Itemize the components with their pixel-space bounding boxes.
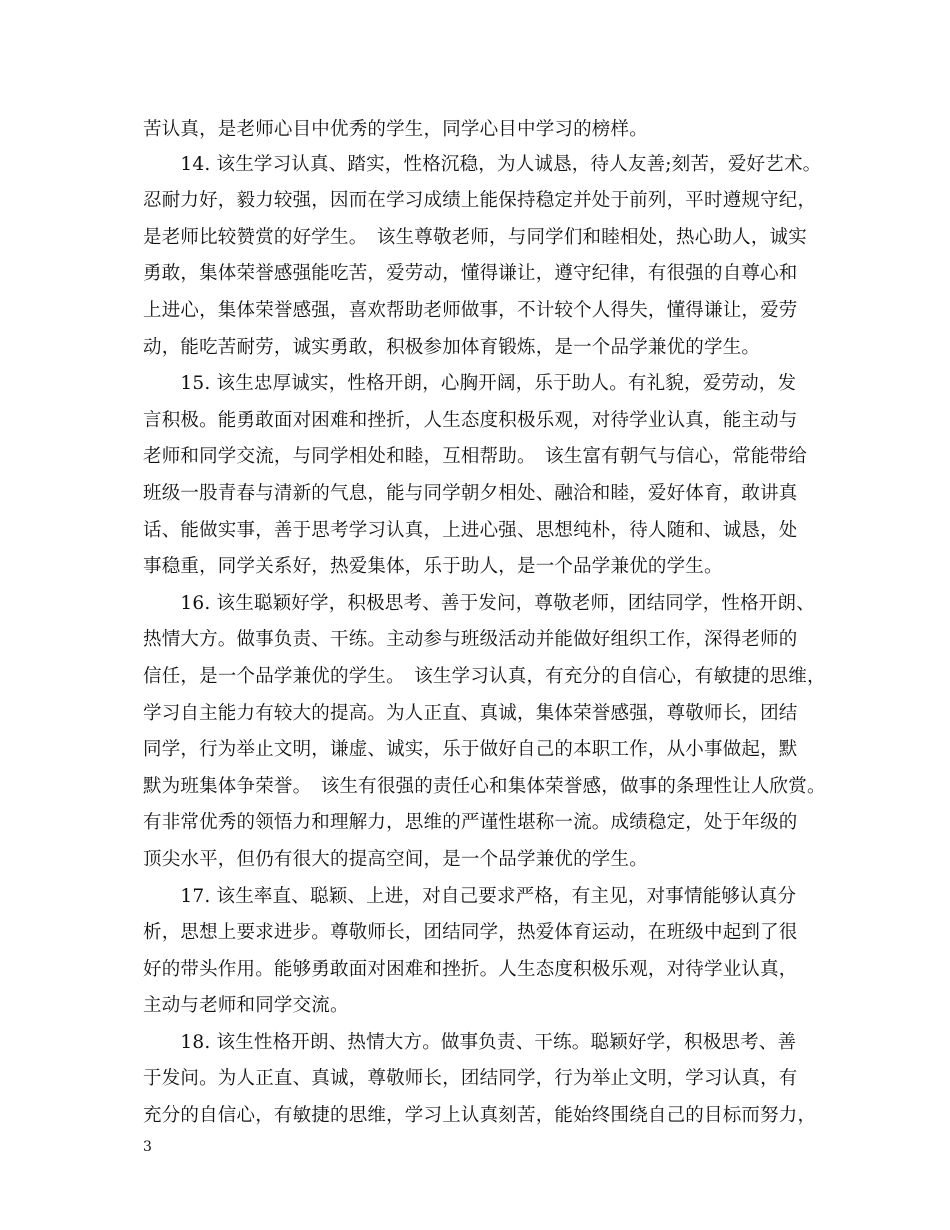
text-line: 15. 该生忠厚诚实，性格开朗，心胸开阔，乐于助人。有礼貌，爱劳动，发 <box>143 373 797 394</box>
text-line: 话、能做实事，善于思考学习认真，上进心强、思想纯朴，待人随和、诚恳，处 <box>143 520 798 541</box>
text-line: 苦认真，是老师心目中优秀的学生，同学心目中学习的榜样。 <box>143 119 648 140</box>
text-line: 上进心，集体荣誉感强，喜欢帮助老师做事，不计较个人得失，懂得谦让，爱劳 <box>143 300 798 321</box>
text-line: 默为班集体争荣誉。 该生有很强的责任心和集体荣誉感，做事的条理性让人欣赏。 <box>143 776 826 797</box>
text-line: 16. 该生聪颖好学，积极思考、善于发问，尊敬老师，团结同学，性格开朗、 <box>143 593 815 614</box>
text-line: 动，能吃苦耐劳，诚实勇敢，积极参加体育锻炼，是一个品学兼优的学生。 <box>143 337 761 358</box>
text-line: 信任，是一个品学兼优的学生。 该生学习认真，有充分的自信心，有敏捷的思维， <box>143 666 826 687</box>
text-line: 析，思想上要求进步。尊敬师长，团结同学，热爱体育运动，在班级中起到了很 <box>143 922 798 943</box>
text-line: 学习自主能力有较大的提高。为人正直、真诚，集体荣誉感强，尊敬师长，团结 <box>143 703 798 724</box>
text-line: 18. 该生性格开朗、热情大方。做事负责、干练。聪颖好学，积极思考、善 <box>143 1032 797 1053</box>
text-line: 主动与老师和同学交流。 <box>143 995 349 1016</box>
text-line: 班级一股青春与清新的气息，能与同学朝夕相处、融洽和睦，爱好体育，敢讲真 <box>143 483 798 504</box>
text-line: 顶尖水平，但仍有很大的提高空间，是一个品学兼优的学生。 <box>143 849 648 870</box>
text-line: 忍耐力好，毅力较强，因而在学习成绩上能保持稳定并处于前列，平时遵规守纪， <box>143 190 817 211</box>
text-line: 勇敢，集体荣誉感强能吃苦，爱劳动，懂得谦让，遵守纪律，有很强的自尊心和 <box>143 263 798 284</box>
text-line: 好的带头作用。能够勇敢面对困难和挫折。人生态度积极乐观，对待学业认真， <box>143 959 798 980</box>
text-line: 言积极。能勇敢面对困难和挫折，人生态度积极乐观，对待学业认真，能主动与 <box>143 410 798 431</box>
text-line: 14. 该生学习认真、踏实，性格沉稳，为人诚恳，待人友善;刻苦，爱好艺术。 <box>143 154 822 175</box>
text-line: 事稳重，同学关系好，热爱集体，乐于助人，是一个品学兼优的学生。 <box>143 556 723 577</box>
text-line: 同学，行为举止文明，谦虚、诚实，乐于做好自己的本职工作，从小事做起，默 <box>143 739 798 760</box>
text-line: 是老师比较赞赏的好学生。 该生尊敬老师，与同学们和睦相处，热心助人，诚实 <box>143 227 807 248</box>
text-line: 热情大方。做事负责、干练。主动参与班级活动并能做好组织工作，深得老师的 <box>143 629 798 650</box>
text-line: 17. 该生率直、聪颖、上进，对自己要求严格，有主见，对事情能够认真分 <box>143 886 797 907</box>
text-line: 有非常优秀的领悟力和理解力，思维的严谨性堪称一流。成绩稳定，处于年级的 <box>143 812 798 833</box>
page-number: 3 <box>143 1139 152 1155</box>
text-line: 于发问。为人正直、真诚，尊敬师长，团结同学，行为举止文明，学习认真，有 <box>143 1068 798 1089</box>
text-line: 老师和同学交流，与同学相处和睦，互相帮助。 该生富有朝气与信心，常能带给 <box>143 446 807 467</box>
text-line: 充分的自信心，有敏捷的思维，学习上认真刻苦，能始终围绕自己的目标而努力， <box>143 1105 817 1126</box>
